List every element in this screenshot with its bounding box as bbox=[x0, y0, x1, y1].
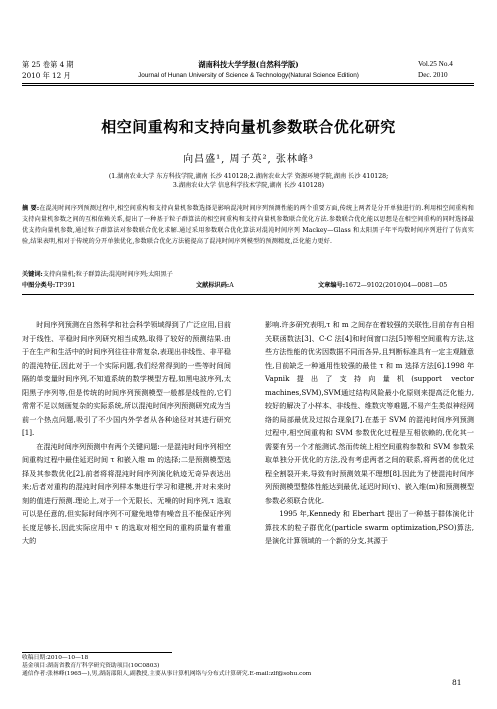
keywords-text: 支持向量机;粒子群算法;混沌时间序列;太阳黑子 bbox=[42, 271, 173, 278]
article-title: 相空间重构和支持向量机参数联合优化研究 bbox=[101, 118, 396, 136]
abstract-divider bbox=[22, 294, 474, 295]
keywords bbox=[22, 269, 173, 278]
doc-value: A bbox=[229, 282, 234, 289]
abstract bbox=[22, 203, 474, 247]
clc-label: 中图分类号: bbox=[22, 282, 56, 289]
footnote-bio: 通信作者:张林峰(1965—),男,湖南邵阳人,副教授,主要从事计算机网络与分布式计算研究.E-mail:zlf@sohu.com bbox=[22, 671, 312, 677]
article-number bbox=[318, 280, 447, 289]
document-code bbox=[196, 280, 234, 289]
abstract-label: 摘 要: bbox=[22, 205, 40, 212]
clc-number bbox=[22, 280, 75, 289]
abstract-text: 在混沌时间序列预测过程中,相空间重构和支持向量机参数选择是影响混沌时间序列预测性能的两个重要方面,传统上两者是分开单独进行的.利用相空间重构和支持向量机参数之间的互相依赖关系,提出了一种基于粒子群算法的相空间重构和支持向量机参数联合优化方法.参数联合优化能以思想是在相空间重构的同时选择最优支持向量机参数,通过粒子群算法对参数联合优化求解.通过采用参数联合优化算法对混沌时间序列 Mackey—Glass 和太阳黑子年平均数时间序列进行了仿真实验,结果表明,相对于传统的分开单独优化,参数联合优化方法能提高了混沌时间序列模型的预测精度,泛化能力更好. bbox=[22, 205, 474, 245]
article-value: 1672—9102(2010)04—0081—05 bbox=[345, 282, 448, 289]
paragraph: 1995 年,Kennedy 和 Eberhart 提出了一种基于群体演化计算技术的粒子群优化(particle swarm optimization,PSO)算法,是演化计算领域的一个新的分支,其源于 bbox=[265, 509, 474, 545]
paragraph: 在混沌时间序列预测中有两个关键问题:一是混沌时间序列相空间重构过程中最佳延迟时间 τ 和嵌入维 m 的选择;二是预测模型选择及其参数优化[2],前者将将混沌时间序列演化轨迹无奇异表达出来;后者对重构的混沌时间序列样本集进行学习和建模,并对未来时刻的值进行预测.理论上,对于一个无限长、无噪的时间序列,τ 选取可以是任意的,但实际时间序列不可避免地带有噪音且不能保证序列长度足够长,因此实际应用中 τ 的选取对相空间的重构质量有着重大的 bbox=[22, 441, 231, 545]
page-number: 81 bbox=[452, 678, 462, 687]
header-volume-cn: 第 25 卷第 4 期 bbox=[22, 60, 74, 69]
article-label: 文章编号: bbox=[318, 282, 346, 289]
header-rule-bottom bbox=[22, 85, 474, 86]
paragraph: 影响.许多研究表明,τ 和 m 之间存在着较强的关联性,目前存有自相关联函数法[3]、C-C 法[4]和时间窗口法[5]等相空间重构方法,这些方法性能的优劣因数据不同而各异,且判断标准具有一定主观随意性,目前缺乏一种通用性较强的最佳 τ 和 m 选择方法[6].1998 年 Vapnik提出了支持向量机(support vector machines,SVM),SVM通过结构风险最小化原则来提高泛化能力,较好的解决了小样本、非线性、维数灾等难题,不易产生类似神经网络的局部最优及过拟合现象[7].在基于 SVM 的混沌时间序列预测过程中,相空间重构和 SVM 参数优化过程是互相依赖的,优化其一需要有另一个才能测试.然而传统上相空间重构参数和 SVM 参数采取单独分开优化的方法,没有考虑两者之间的联系,将两者的优化过程全割裂开来,导致有时预测效果不理想[8].因此为了使混沌时间序列预测模型整体性能达到最优,延迟时间(τ)、嵌入维(m)和预测模型参数必须联合优化. bbox=[265, 320, 474, 505]
body-column-left bbox=[22, 318, 231, 548]
footnote-fund: 基金项目:湖南省教育厅科学研究资助项目(10C0803) bbox=[22, 663, 160, 669]
header-journal-cn: 湖南科技大学学报(自然科学版) bbox=[198, 60, 299, 69]
paragraph: 时间序列预测在自然科学和社会科学领域得到了广泛应用,目前对于线性、平稳时间序列研究相当成熟,取得了较好的预测结果.由于在生产和生活中的时间序列往往非常复杂,表现出非线性、非平稳的混沌特征,因此对于一个实际问题,我们经常得到的一些等时间间隔的单变量时间序列,不知道系统的数学模型方程,如黑电波序列,太阳黑子序列等,但是传统的时间序列预测模型一般都是线性的,它们常常不足以刻画复杂的实际系统,所以混沌时间序列预测研究成为当前一个热点问题,吸引了不少国内外学者从各种途径对其进行研究[1]. bbox=[22, 320, 231, 437]
keywords-label: 关键词: bbox=[22, 271, 43, 278]
doc-label: 文献标识码: bbox=[196, 282, 230, 289]
clc-value: TP391 bbox=[55, 282, 76, 289]
header-volume-en: Vol.25 No.4 bbox=[418, 60, 453, 68]
authors: 向昌盛¹, 周子英², 张林峰³ bbox=[183, 154, 314, 165]
affiliation-line-1: (1.湖南农业大学 东方科技学院,湖南 长沙 410128;2.湖南农业大学 资源环境学院,湖南 长沙 410128; bbox=[108, 173, 389, 180]
affiliation-line-2: 3.湖南农业大学 信息科学技术学院,湖南 长沙 410128) bbox=[172, 182, 325, 189]
body-column-right bbox=[265, 318, 474, 548]
header-date-en: Dec. 2010 bbox=[418, 71, 448, 79]
header-rule-top bbox=[22, 83, 474, 84]
footnote-received: 收稿日期:2010—10—18 bbox=[22, 655, 89, 661]
header-date-cn: 2010 年 12 月 bbox=[22, 71, 71, 80]
header-journal-en: Journal of Hunan University of Science & Technology(Natural Science Edition) bbox=[138, 72, 359, 79]
footnote-rule bbox=[22, 652, 172, 653]
